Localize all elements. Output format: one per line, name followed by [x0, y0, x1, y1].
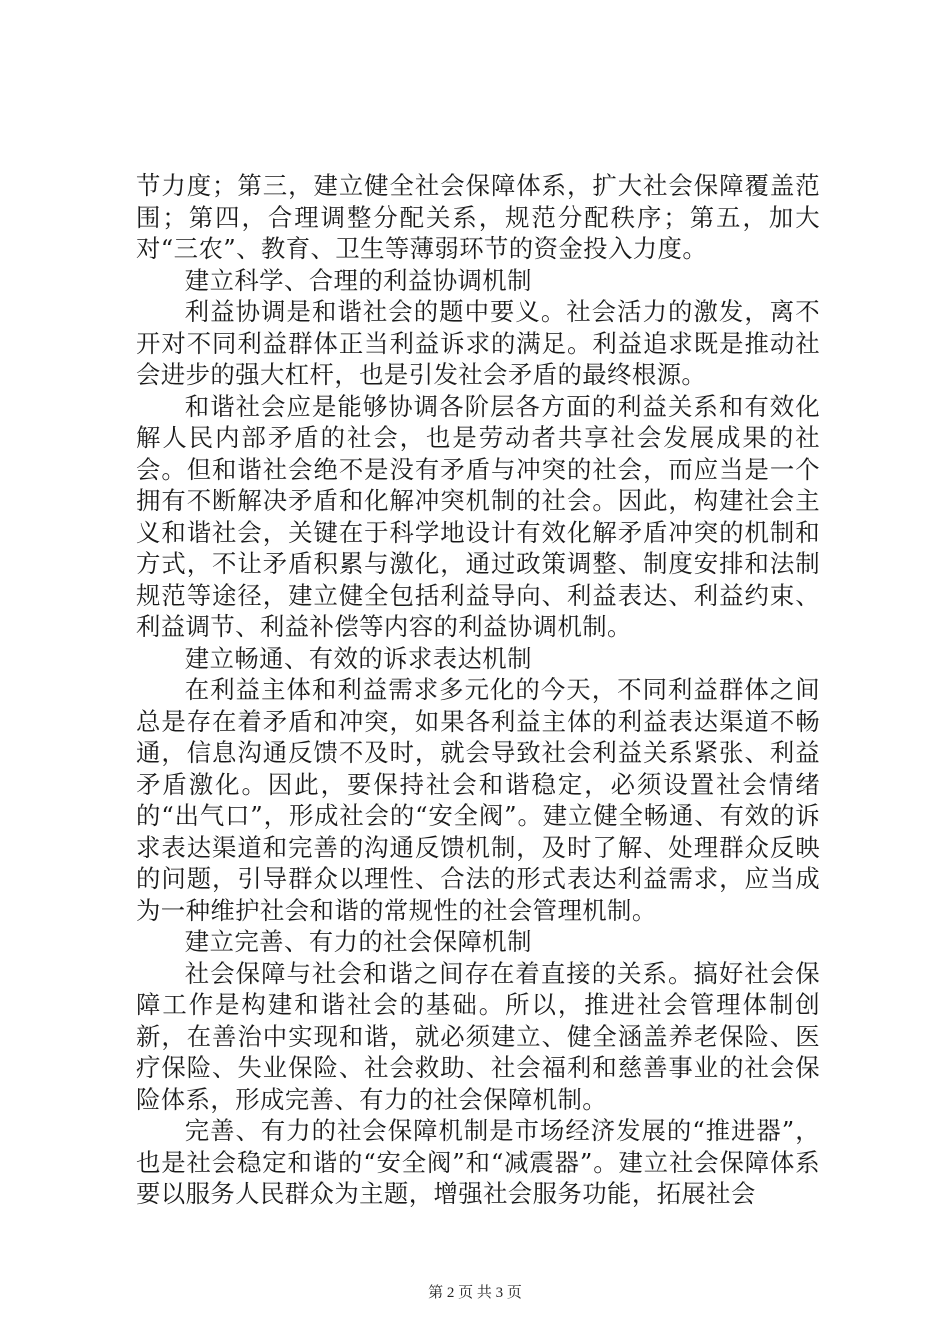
document-body — [136, 170, 820, 1210]
paragraph: 在利益主体和利益需求多元化的今天，不同利益群体之间总是存在着矛盾和冲突，如果各利益主体的利益表达渠道不畅通，信息沟通反馈不及时，就会导致社会利益关系紧张、利益矛盾激化。因此，要保持社会和谐稳定，必须设置社会情绪的“出气口”，形成社会的“安全阀”。建立健全畅通、有效的诉求表达渠道和完善的沟通反馈机制，及时了解、处理群众反映的问题，引导群众以理性、合法的形式表达利益需求，应当成为一种维护社会和谐的常规性的社会管理机制。 — [136, 675, 820, 925]
paragraph: 社会保障与社会和谐之间存在着直接的关系。搞好社会保障工作是构建和谐社会的基础。所以，推进社会管理体制创新，在善治中实现和谐，就必须建立、健全涵盖养老保险、医疗保险、失业保险、社会救助、社会福利和慈善事业的社会保险体系，形成完善、有力的社会保障机制。 — [136, 958, 820, 1114]
paragraph: 和谐社会应是能够协调各阶层各方面的利益关系和有效化解人民内部矛盾的社会，也是劳动者共享社会发展成果的社会。但和谐社会绝不是没有矛盾与冲突的社会，而应当是一个拥有不断解决矛盾和化解冲突机制的社会。因此，构建社会主义和谐社会，关键在于科学地设计有效化解矛盾冲突的机制和方式，不让矛盾积累与激化，通过政策调整、制度安排和法制规范等途径，建立健全包括利益导向、利益表达、利益约束、利益调节、利益补偿等内容的利益协调机制。 — [136, 391, 820, 641]
section-heading-social-security: 建立完善、有力的社会保障机制 — [184, 927, 532, 956]
paragraph: 完善、有力的社会保障机制是市场经济发展的“推进器”，也是社会稳定和谐的“安全阀”和“减震器”。建立社会保障体系要以服务人民群众为主题，增强社会服务功能，拓展社会 — [136, 1116, 820, 1208]
page-footer: 第 2 页 共 3 页 — [428, 1285, 522, 1301]
section-heading-interest-coordination: 建立科学、合理的利益协调机制 — [184, 265, 532, 295]
paragraph-continuation: 节力度；第三，建立健全社会保障体系，扩大社会保障覆盖范围；第四，合理调整分配关系，规范分配秩序；第五，加大对“三农”、教育、卫生等薄弱环节的资金投入力度。 — [136, 171, 820, 263]
section-heading-appeal-expression: 建立畅通、有效的诉求表达机制 — [184, 643, 532, 673]
paragraph: 利益协调是和谐社会的题中要义。社会活力的激发，离不开对不同利益群体正当利益诉求的满足。利益追求既是推动社会进步的强大杠杆，也是引发社会矛盾的最终根源。 — [136, 297, 820, 389]
